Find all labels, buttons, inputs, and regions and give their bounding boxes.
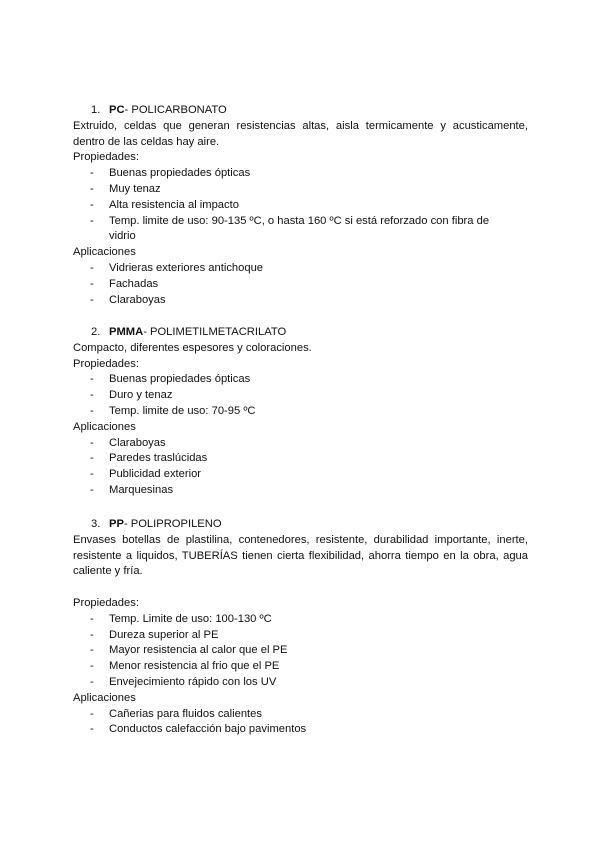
applications-list [73, 707, 528, 739]
applications-label: Aplicaciones [73, 691, 136, 704]
dash-bullet: - [90, 277, 94, 290]
list-item: - Claraboyas [73, 436, 528, 452]
applications-label: Aplicaciones [73, 420, 136, 433]
applications-label: Aplicaciones [73, 246, 136, 259]
dash-bullet: - [90, 436, 94, 449]
dash-bullet: - [90, 483, 94, 496]
properties-list [73, 166, 528, 245]
section-description: Extruido, celdas que generan resistencias altas, aisla termicamente y acusticamente, dentro de las celdas hay aire. [73, 119, 528, 148]
dash-bullet: - [90, 628, 94, 641]
properties-label: Propiedades: [73, 596, 139, 609]
section-heading [73, 325, 528, 341]
section-pp [73, 517, 528, 738]
list-item: - Dureza superior al PE [73, 628, 528, 644]
section-heading [73, 517, 528, 533]
properties-list [73, 372, 528, 419]
list-item: - Temp. Limite de uso: 100-130 ºC [73, 612, 528, 628]
section-abbr: PMMA [109, 326, 144, 338]
list-item: - Conductos calefacción bajo pavimentos [73, 722, 528, 738]
list-item: - Buenas propiedades ópticas [73, 166, 528, 182]
section-description: Compacto, diferentes espesores y coloraciones. [73, 341, 312, 354]
applications-list [73, 261, 528, 308]
section-pmma [73, 325, 528, 499]
list-item: - Envejecimiento rápido con los UV [73, 675, 528, 691]
dash-bullet: - [90, 612, 94, 625]
list-item: - Marquesinas [73, 483, 528, 499]
section-name: - POLIMETILMETACRILATO [143, 326, 287, 338]
section-number: 1. [91, 104, 101, 116]
list-item: - Alta resistencia al impacto [73, 198, 528, 214]
section-number: 2. [91, 326, 101, 338]
dash-bullet: - [90, 182, 94, 195]
list-item: - Menor resistencia al frio que el PE [73, 659, 528, 675]
blank-line [73, 580, 528, 596]
properties-list [73, 612, 528, 691]
section-number: 3. [91, 518, 101, 530]
list-item: - Fachadas [73, 277, 528, 293]
dash-bullet: - [90, 452, 94, 465]
list-item: - Temp. limite de uso: 70-95 ºC [73, 404, 528, 420]
section-name: - POLIPROPILENO [123, 518, 222, 530]
dash-bullet: - [90, 468, 94, 481]
list-item: - Cañerias para fluidos calientes [73, 707, 528, 723]
dash-bullet: - [90, 723, 94, 736]
dash-bullet: - [90, 373, 94, 386]
properties-label: Propiedades: [73, 151, 139, 164]
dash-bullet: - [90, 389, 94, 402]
properties-label: Propiedades: [73, 357, 139, 370]
list-item: - Temp. limite de uso: 90-135 ºC, o hasta 160 ºC si está reforzado con fibra de vidrio [73, 214, 528, 246]
dash-bullet: - [90, 660, 94, 673]
list-item: - Duro y tenaz [73, 388, 528, 404]
section-heading [73, 103, 528, 119]
list-item: - Mayor resistencia al calor que el PE [73, 643, 528, 659]
dash-bullet: - [90, 261, 94, 274]
dash-bullet: - [90, 644, 94, 657]
dash-bullet: - [90, 198, 94, 211]
section-abbr: PP [109, 518, 124, 530]
list-item: - Muy tenaz [73, 182, 528, 198]
dash-bullet: - [90, 404, 94, 417]
list-item: - Paredes traslúcidas [73, 451, 528, 467]
list-item: - Publicidad exterior [73, 467, 528, 483]
section-name: - POLICARBONATO [124, 104, 227, 116]
section-pc [73, 103, 528, 308]
dash-bullet: - [90, 167, 94, 180]
dash-bullet: - [90, 214, 94, 227]
dash-bullet: - [90, 293, 94, 306]
list-item: - Claraboyas [73, 293, 528, 309]
list-item: - Buenas propiedades ópticas [73, 372, 528, 388]
section-description: Envases botellas de plastilina, contenedores, resistente, durabilidad importante, inerte, resistente a liquidos, TUBERÍAS tienen cierta flexibilidad, ahorra tiempo en la obra, agua caliente y fría. [73, 533, 528, 578]
list-item: - Vidrieras exteriores antichoque [73, 261, 528, 277]
dash-bullet: - [90, 707, 94, 720]
dash-bullet: - [90, 675, 94, 688]
section-abbr: PC [109, 104, 125, 116]
applications-list [73, 436, 528, 499]
